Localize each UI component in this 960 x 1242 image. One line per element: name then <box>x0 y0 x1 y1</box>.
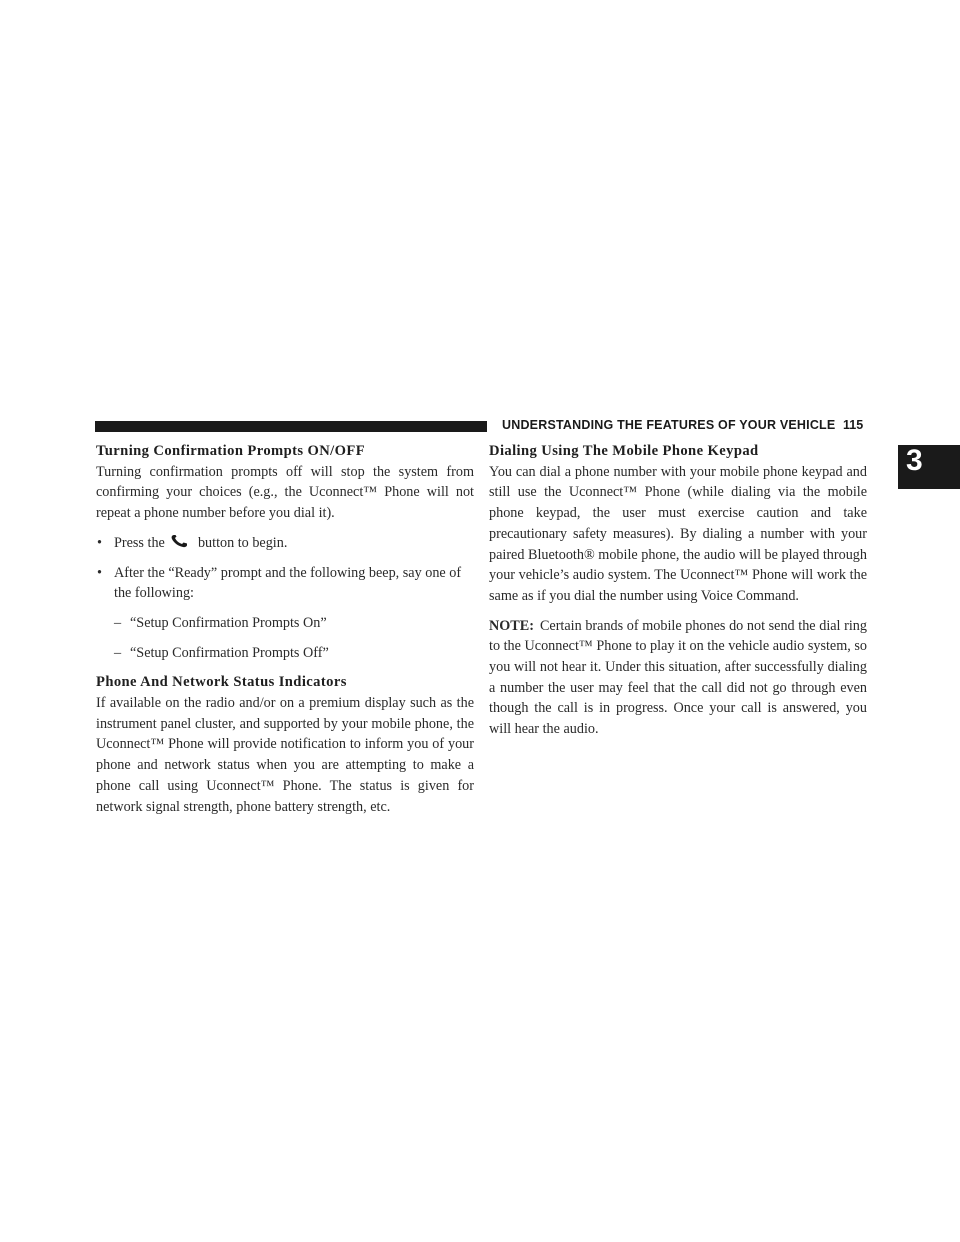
list-item <box>96 563 474 664</box>
section-body: You can dial a phone number with your mobile phone keypad and still use the Uconnect™ Phone (while dialing via the mobile phone keypad, the user must exercise caution and take precautionary safety measures). By dialing a number with your paired Bluetooth® mobile phone, the audio will be played through your vehicle’s audio system. The Uconnect™ Phone will work the same as if you dial the number using Voice Command. <box>489 463 867 604</box>
list-item <box>96 613 474 634</box>
section-body: Turning confirmation prompts off will stop the system from confirming your choices (e.g., the Uconnect™ Phone will not repeat a phone number before you dial it). <box>96 463 474 522</box>
right-column <box>489 441 867 740</box>
running-header-title: UNDERSTANDING THE FEATURES OF YOUR VEHICLE <box>502 418 836 432</box>
bullet-text-before: Press the <box>114 534 165 551</box>
list-item <box>96 643 474 664</box>
phone-handset-icon <box>168 534 192 548</box>
dash-glyph: – <box>114 614 122 631</box>
note-body: Certain brands of mobile phones do not send the dial ring to the Uconnect™ Phone to play it on the vehicle audio system, so you will not hear it. Under this situation, after successfully dialing a number the user may feel that the call did not go through even though the call is in progress. Once your call is answered, you will hear the audio. <box>489 617 867 738</box>
chapter-number: 3 <box>906 444 923 477</box>
header-rule <box>95 421 487 432</box>
section-body: If available on the radio and/or on a premium display such as the instrument panel cluster, and supported by your mobile phone, the Uconnect™ Phone will provide notification to inform you of your phone and network status when you are attempting to make a phone call using Uconnect™ Phone. The status is given for network signal strength, phone battery strength, etc. <box>96 695 474 815</box>
section-heading: Phone And Network Status Indicators <box>96 674 347 691</box>
voice-command-text: “Setup Confirmation Prompts On” <box>130 614 327 631</box>
bullet-list <box>96 533 474 664</box>
sub-list <box>96 613 474 663</box>
bullet-glyph: • <box>97 534 102 551</box>
note-paragraph <box>489 616 867 740</box>
page-number: 115 <box>843 418 864 432</box>
section-heading: Dialing Using The Mobile Phone Keypad <box>489 443 759 459</box>
bullet-text: After the “Ready” prompt and the following beep, say one of the following: <box>114 564 462 602</box>
bullet-text-after: button to begin. <box>197 534 288 551</box>
section-heading: Turning Confirmation Prompts ON/OFF <box>96 443 366 459</box>
section-keypad-dialing <box>489 441 867 740</box>
list-item <box>96 533 474 554</box>
section-confirmation-prompts <box>96 441 474 663</box>
bullet-glyph: • <box>97 564 102 581</box>
voice-command-text: “Setup Confirmation Prompts Off” <box>130 644 329 661</box>
note-label: NOTE: <box>489 617 534 634</box>
section-status-indicators <box>96 672 474 817</box>
dash-glyph: – <box>114 644 122 661</box>
left-column <box>96 441 474 817</box>
